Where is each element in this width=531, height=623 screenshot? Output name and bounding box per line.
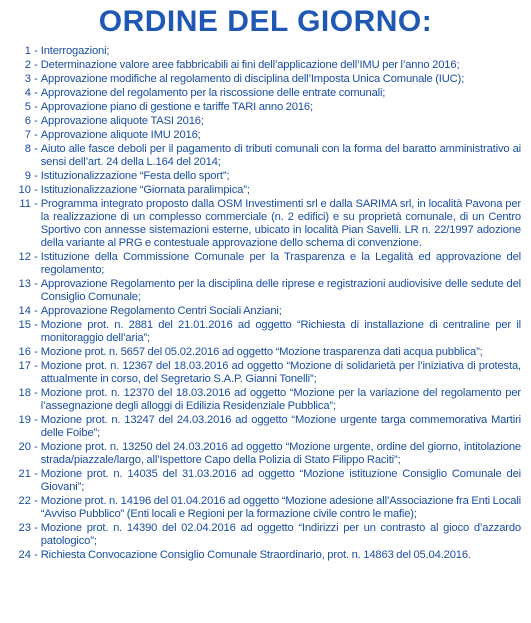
agenda-item-text: Mozione prot. n. 2881 del 21.01.2016 ad oggetto “Richiesta di installazione di centraline per il monitoraggio dell’aria”; (40, 319, 521, 344)
agenda-item (0, 143, 521, 169)
agenda-item-text: Mozione prot. n. 12370 del 18.03.2016 ad oggetto “Mozione per la variazione del regolamento per l’assegnazione degli alloggi di Edilizia Residenziale Pubblica”; (40, 387, 521, 412)
agenda-item-number: 6 (24, 115, 31, 127)
agenda-item (0, 346, 521, 359)
agenda-item-separator: - (34, 184, 38, 196)
agenda-item-number: 3 (24, 73, 31, 85)
agenda-item-number: 18 (18, 387, 31, 399)
agenda-item-separator: - (34, 522, 38, 534)
agenda-item-number: 17 (18, 360, 31, 372)
agenda-item (0, 184, 521, 197)
agenda-item-text: Mozione prot. n. 5657 del 05.02.2016 ad oggetto “Mozione trasparenza dati acqua pubblica”; (40, 346, 483, 358)
agenda-item-number: 21 (18, 468, 31, 480)
agenda-item-separator: - (34, 441, 38, 453)
agenda-item-text: Approvazione del regolamento per la riscossione delle entrate comunali; (40, 87, 386, 99)
agenda-item-text: Approvazione aliquote TASI 2016; (40, 115, 204, 127)
agenda-item (0, 360, 521, 386)
agenda-item-number: 7 (24, 129, 31, 141)
agenda-item-number: 11 (19, 198, 31, 210)
agenda-item (0, 73, 521, 86)
agenda-item (0, 87, 521, 100)
agenda-item-number: 19 (18, 414, 31, 426)
agenda-item (0, 101, 521, 114)
agenda-item-text: Mozione prot. n. 14390 del 02.04.2016 ad oggetto “Indirizzi per un contrasto al gioco d’azzardo patologico”; (40, 522, 521, 547)
agenda-item-text: Approvazione piano di gestione e tariffe TARI anno 2016; (40, 101, 313, 113)
agenda-item-number: 23 (18, 522, 31, 534)
agenda-item-number: 5 (24, 101, 31, 113)
agenda-item (0, 251, 521, 277)
agenda-item-number: 10 (18, 184, 31, 196)
page-title: ORDINE DEL GIORNO: (98, 5, 433, 38)
agenda-item (0, 170, 521, 183)
agenda-item (0, 129, 521, 142)
agenda-item-text: Approvazione Regolamento Centri Sociali Anziani; (40, 305, 282, 317)
agenda-item-text: Approvazione aliquote IMU 2016; (40, 129, 201, 141)
agenda-item (0, 414, 521, 440)
agenda-item-number: 15 (18, 319, 31, 331)
agenda-item-text: Interrogazioni; (40, 45, 110, 57)
agenda-item (0, 522, 521, 548)
agenda-item-number: 2 (24, 59, 31, 71)
agenda-item-number: 13 (18, 278, 31, 290)
agenda-item-separator: - (34, 198, 38, 210)
agenda-item-number: 24 (18, 549, 31, 561)
agenda-item-text: Istituzione della Commissione Comunale per la Trasparenza e la Legalità ed approvazione del regolamento; (40, 251, 521, 276)
agenda-item-text: Richiesta Convocazione Consiglio Comunale Straordinario, prot. n. 14863 del 05.04.2016. (40, 549, 471, 561)
agenda-item-separator: - (34, 278, 38, 290)
agenda-item-text: Mozione prot. n. 14035 del 31.03.2016 ad oggetto “Mozione istituzione Consiglio Comunale dei Giovani”; (40, 468, 521, 493)
agenda-item-number: 20 (18, 441, 31, 453)
agenda-item-separator: - (34, 387, 38, 399)
agenda-item-separator: - (34, 143, 38, 155)
agenda-item-text: Mozione prot. n. 12367 del 18.03.2016 ad oggetto “Mozione di solidarietà per l’iniziativa di protesta, attualmente in corso, del Segretario S.A.P. Gianni Tonelli”; (40, 360, 521, 385)
agenda-item (0, 115, 521, 128)
agenda-item-separator: - (34, 319, 38, 331)
agenda-item (0, 549, 521, 562)
agenda-item-separator: - (34, 468, 38, 480)
agenda-item (0, 387, 521, 413)
agenda-item-text: Approvazione Regolamento per la disciplina delle riprese e registrazioni audiovisive delle sedute del Consiglio Comunale; (40, 278, 521, 303)
agenda-item-number: 9 (24, 170, 31, 182)
agenda-item (0, 468, 521, 494)
agenda-item (0, 45, 521, 58)
agenda-item-separator: - (34, 251, 38, 263)
agenda-item-number: 4 (24, 87, 31, 99)
agenda-item-text: Aiuto alle fasce deboli per il pagamento di tributi comunali con la forma del baratto amministrativo ai sensi dell’art. 24 della L.164 del 2014; (40, 143, 521, 168)
agenda-item-text: Programma integrato proposto dalla OSM Investimenti srl e dalla SARIMA srl, in località Pavona per la realizzazione di un complesso commerciale (n. 2 edifici) e su proprietà comunale, di un Centro Sportivo con annesse sistemazioni esterne, ubicato in località Pian Savelli. LR n. 22/1997 adozione della variante al PRG e contestuale approvazione dello schema di convenzione. (40, 198, 521, 249)
agenda-item-separator: - (34, 414, 38, 426)
agenda-item-text: Mozione prot. n. 13247 del 24.03.2016 ad oggetto “Mozione urgente targa commemorativa Martiri delle Foibe”; (40, 414, 521, 439)
agenda-item-separator: - (34, 305, 38, 317)
agenda-item (0, 278, 521, 304)
agenda-item (0, 305, 521, 318)
agenda-item-number: 1 (24, 45, 31, 57)
agenda-item-separator: - (34, 115, 38, 127)
agenda-item-separator: - (34, 495, 38, 507)
agenda-item-text: Approvazione modifiche al regolamento di disciplina dell’Imposta Unica Comunale (IUC); (40, 73, 465, 85)
agenda-item-text: Istituzionalizzazione “Festa dello sport”; (40, 170, 230, 182)
agenda-item (0, 319, 521, 345)
agenda-item-text: Mozione prot. n. 13250 del 24.03.2016 ad oggetto “Mozione urgente, ordine del giorno, intitolazione strada/piazzale/largo, all’Ispettore Capo della Polizia di Stato Filippo Raciti”; (40, 441, 521, 466)
agenda-item-text: Istituzionalizzazione “Giornata paralimpica”; (40, 184, 250, 196)
agenda-item-separator: - (34, 170, 38, 182)
agenda-item (0, 59, 521, 72)
agenda-item-separator: - (34, 73, 38, 85)
agenda-item-separator: - (34, 59, 38, 71)
agenda-item-separator: - (34, 346, 38, 358)
agenda-item-number: 14 (18, 305, 31, 317)
agenda-item-separator: - (34, 87, 38, 99)
agenda-item-number: 8 (24, 143, 31, 155)
agenda-item-separator: - (34, 45, 38, 57)
agenda-item-number: 22 (18, 495, 31, 507)
agenda-item-number: 12 (18, 251, 31, 263)
agenda-item-text: Determinazione valore aree fabbricabili ai fini dell’applicazione dell’IMU per l’anno 2016; (40, 59, 460, 71)
agenda-item-text: Mozione prot. n. 14196 del 01.04.2016 ad oggetto “Mozione adesione all’Associazione fra Enti Locali “Avviso Pubblico” (Enti locali e Regioni per la formazione civile contro le mafie); (40, 495, 521, 520)
agenda-item-separator: - (34, 129, 38, 141)
agenda-item-separator: - (34, 549, 38, 561)
agenda-item (0, 198, 521, 250)
agenda-item (0, 441, 521, 467)
agenda-item-number: 16 (18, 346, 31, 358)
agenda-item-separator: - (34, 360, 38, 372)
agenda-list (0, 45, 531, 562)
agenda-item-separator: - (34, 101, 38, 113)
agenda-item (0, 495, 521, 521)
